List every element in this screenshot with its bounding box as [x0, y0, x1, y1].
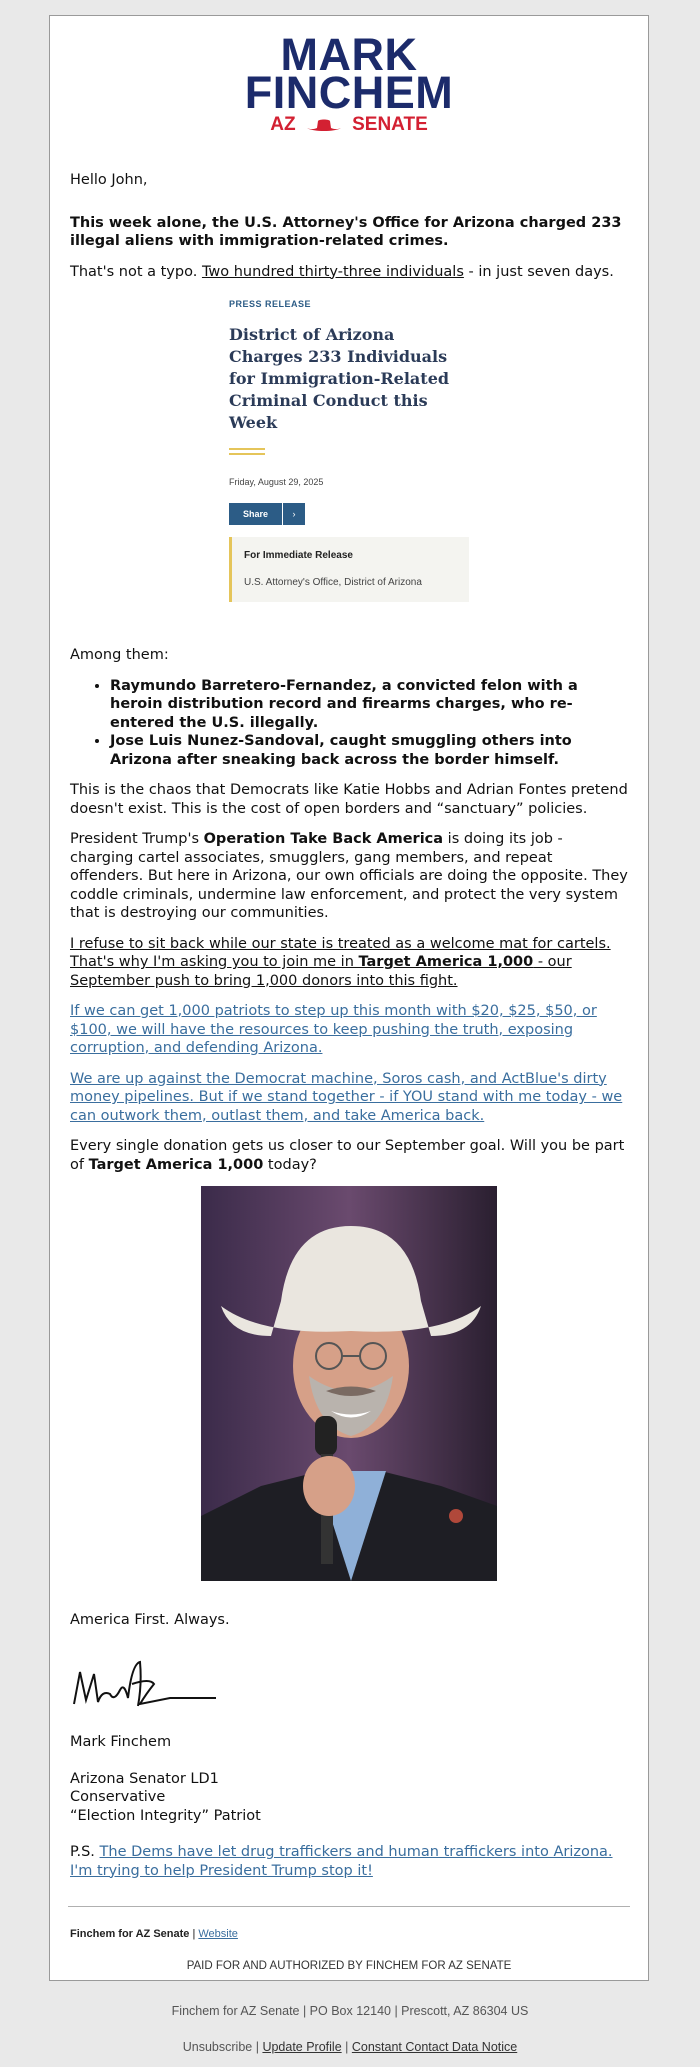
- goal-bold: Target America 1,000: [88, 1156, 264, 1173]
- signer-name: Mark Finchem: [70, 1734, 172, 1750]
- chevron-right-icon: ›: [283, 503, 305, 525]
- mailing-address: Finchem for AZ Senate | PO Box 12140 | Prescott, AZ 86304 US: [171, 2004, 529, 2018]
- data-notice-link[interactable]: Constant Contact Data Notice: [351, 2040, 518, 2054]
- title-line: Conservative: [70, 1789, 166, 1805]
- logo-last-name: FINCHEM: [244, 67, 454, 118]
- footer-link-sep: |: [341, 2040, 352, 2054]
- ps-link[interactable]: The Dems have let drug traffickers and human traffickers into Arizona. I'm trying to help President Trump stop it!: [70, 1844, 613, 1879]
- donate-link-1[interactable]: If we can get 1,000 patriots to step up this month with $20, $25, $50, or $100, we will have the resources to keep pushing the truth, exposing corruption, and defending Arizona.: [70, 1003, 597, 1056]
- update-profile-link[interactable]: Update Profile: [262, 2040, 342, 2054]
- closing: America First. Always.: [70, 1612, 230, 1628]
- footer-link-sep: |: [252, 2040, 263, 2054]
- goal-before: Every single donation gets us closer to our September goal. Will you be part of: [70, 1138, 625, 1173]
- refuse-paragraph[interactable]: [70, 935, 628, 991]
- refuse-bold: Target America 1,000: [358, 954, 534, 970]
- trump-bold: Operation Take Back America: [203, 831, 444, 847]
- goal-after: today?: [263, 1156, 317, 1173]
- footer-info: [70, 1928, 238, 1940]
- list-item: • Jose Luis Nunez-Sandoval, caught smuggling others into Arizona after sneaking back across the border himself.: [110, 732, 628, 769]
- email-body: [70, 171, 628, 1892]
- trump-paragraph: [70, 830, 628, 923]
- press-release-tag: PRESS RELEASE: [229, 299, 312, 309]
- footer-divider: [68, 1906, 630, 1907]
- title-line: “Election Integrity” Patriot: [70, 1807, 261, 1824]
- paid-for-disclaimer: PAID FOR AND AUTHORIZED BY FINCHEM FOR AZ SENATE: [186, 1960, 512, 1972]
- website-link[interactable]: Website: [198, 1928, 238, 1940]
- trump-before: President Trump's: [70, 831, 204, 847]
- logo-state: AZ: [270, 114, 296, 135]
- cases-list: [70, 677, 628, 770]
- logo-office: SENATE: [352, 114, 428, 135]
- share-label: Share: [229, 503, 282, 525]
- signer-titles: [70, 1770, 628, 1826]
- candidate-photo: [201, 1186, 497, 1581]
- ps-line: [70, 1843, 628, 1880]
- goal-paragraph: [70, 1137, 628, 1174]
- among-them: Among them:: [70, 647, 169, 663]
- typo-line: [70, 263, 628, 282]
- donate-link-2[interactable]: We are up against the Democrat machine, Soros cash, and ActBlue's dirty money pipelines. But if we stand together - if YOU stand with me today - we can outwork them, outlast them, and take America back.: [70, 1070, 623, 1124]
- refuse-after: - our September push to bring 1,000 donors into this fight.: [70, 954, 572, 989]
- typo-link[interactable]: Two hundred thirty-three individuals: [201, 263, 464, 280]
- press-release-image[interactable]: [229, 295, 469, 602]
- footer-org: Finchem for AZ Senate: [70, 1928, 190, 1940]
- trump-after: is doing its job - charging cartel associates, smugglers, gang members, and repeat offenders. But here in Arizona, our own officials are doing the opposite. They coddle criminals, undermine law enforcement, and protect the very system that is destroying our communities.: [70, 831, 628, 921]
- unsubscribe-link[interactable]: Unsubscribe: [182, 2040, 253, 2054]
- chaos-paragraph: This is the chaos that Democrats like Katie Hobbs and Adrian Fontes pretend doesn't exist. This is the cost of open borders and “sanctuary” policies.: [70, 782, 628, 817]
- typo-before: That's not a typo.: [70, 263, 202, 280]
- share-button[interactable]: [229, 503, 305, 525]
- press-release-date: Friday, August 29, 2025: [229, 476, 324, 487]
- typo-after: - in just seven days.: [463, 263, 614, 280]
- title-line: Arizona Senator LD1: [70, 1770, 219, 1787]
- press-release-divider: [229, 448, 265, 455]
- headline: This week alone, the U.S. Attorney's Office for Arizona charged 233 illegal aliens with immigration-related crimes.: [70, 214, 622, 249]
- release-office: U.S. Attorney's Office, District of Arizona: [244, 576, 422, 588]
- greeting: Hello John,: [70, 172, 148, 188]
- logo-first-name: MARK: [280, 29, 418, 80]
- email-card: [49, 15, 649, 1981]
- press-release-headline: District of Arizona Charges 233 Individuals for Immigration-Related Criminal Conduct this Week: [229, 324, 450, 432]
- email-footer-links: [0, 2040, 700, 2054]
- signature-image: [70, 1654, 220, 1714]
- campaign-logo: [50, 29, 648, 136]
- ps-label: P.S.: [70, 1844, 100, 1860]
- cowboy-hat-icon: [305, 118, 343, 132]
- logo-subtitle: [50, 114, 648, 136]
- release-box: [229, 537, 469, 602]
- footer-sep: |: [189, 1928, 199, 1940]
- release-title: For Immediate Release: [244, 550, 353, 561]
- list-item: • Raymundo Barretero-Fernandez, a convicted felon with a heroin distribution record and firearms charges, who re-entered the U.S. illegally.: [110, 677, 628, 733]
- refuse-before: I refuse to sit back while our state is treated as a welcome mat for cartels. That's why I'm asking you to join me in: [70, 935, 611, 970]
